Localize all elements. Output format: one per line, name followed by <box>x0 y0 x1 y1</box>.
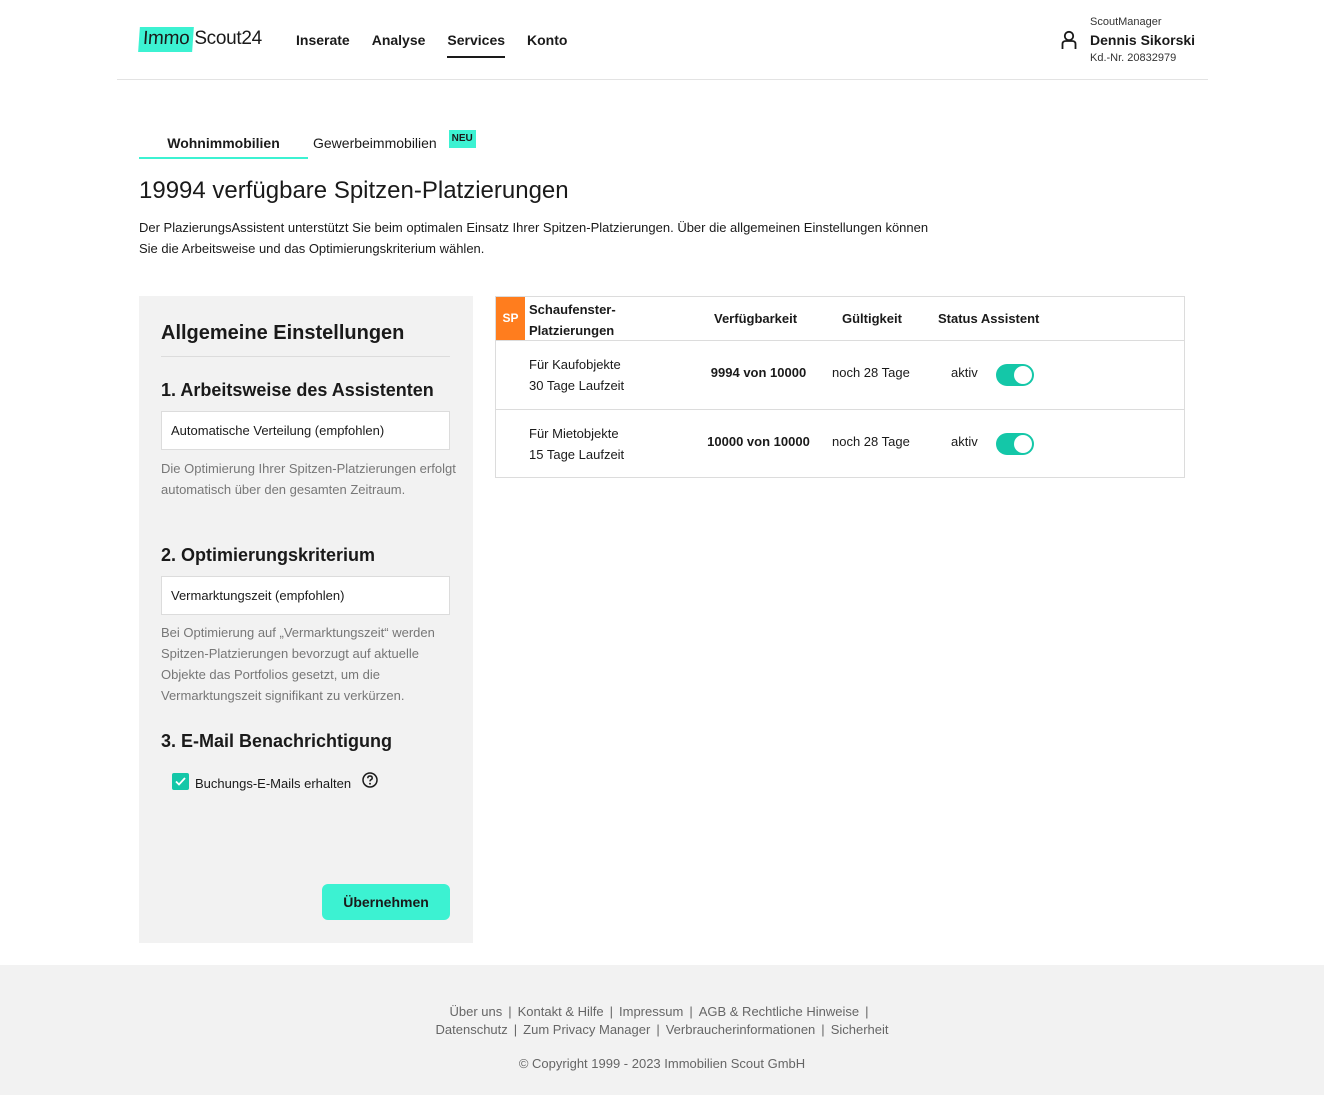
row-duration: 15 Tage Laufzeit <box>529 447 625 462</box>
row-status: aktiv <box>951 434 978 449</box>
logo-immo-text: Immo <box>138 27 194 52</box>
placements-table <box>495 296 1185 478</box>
new-badge: NEU <box>449 130 476 148</box>
user-role: ScoutManager <box>1090 16 1162 28</box>
immoscout24-logo[interactable] <box>139 26 262 52</box>
table-row <box>496 340 1184 409</box>
booking-emails-checkbox[interactable] <box>172 773 189 790</box>
footer-link-about[interactable]: Über uns <box>449 1004 503 1019</box>
footer-separator: | <box>508 1004 512 1019</box>
footer-link-privacy-manager[interactable]: Zum Privacy Manager <box>523 1022 651 1037</box>
section-title-mode: 1. Arbeitsweise des Assistenten <box>161 380 434 400</box>
column-header-availability: Verfügbarkeit <box>714 311 798 326</box>
column-header-status: Status Assistent <box>938 311 1040 326</box>
tab-gewerbeimmobilien[interactable] <box>313 127 477 159</box>
user-icon <box>1060 30 1078 50</box>
tab-gewerbeimmobilien-label: Gewerbeimmobilien <box>313 135 437 151</box>
toggle-knob <box>1014 366 1032 384</box>
criterion-select[interactable]: Vermarktungszeit (empfohlen) <box>161 576 450 615</box>
nav-item-konto[interactable]: Konto <box>527 32 568 48</box>
user-name: Dennis Sikorski <box>1090 32 1196 48</box>
customer-number: Kd.-Nr. 20832979 <box>1090 52 1177 64</box>
criterion-help-text: Bei Optimierung auf „Vermarktungszeit“ werden Spitzen-Platzierungen bevorzugt auf aktuelle Objekte das Portfolios gesetzt, um die Vermarktungszeit signifikant zu verkürzen. <box>161 625 435 703</box>
row-name <box>529 354 624 396</box>
logo-scout-text: Scout24 <box>194 28 262 49</box>
footer-link-security[interactable]: Sicherheit <box>830 1022 889 1037</box>
user-menu[interactable] <box>1060 14 1195 66</box>
row-availability: 10000 von 10000 <box>707 434 810 449</box>
apply-button[interactable]: Übernehmen <box>322 884 450 920</box>
row-type: Für Kaufobjekte <box>529 357 621 372</box>
email-checkbox-row <box>172 772 378 791</box>
footer-separator: | <box>865 1004 869 1019</box>
row-duration: 30 Tage Laufzeit <box>529 378 625 393</box>
column-header-name: Schaufenster-Platzierungen <box>529 302 616 338</box>
footer-line-1 <box>0 1003 1324 1021</box>
property-type-tabs <box>139 127 477 159</box>
footer-link-privacy[interactable]: Datenschutz <box>435 1022 508 1037</box>
mode-select[interactable]: Automatische Verteilung (empfohlen) <box>161 411 450 450</box>
row-validity: noch 28 Tage <box>832 434 910 449</box>
column-header-validity: Gültigkeit <box>842 311 902 326</box>
section-title-email: 3. E-Mail Benachrichtigung <box>161 731 393 751</box>
mode-help-text: Die Optimierung Ihrer Spitzen-Platzierungen erfolgt automatisch über den gesamten Zeitraum. <box>161 461 456 497</box>
main-nav <box>296 0 589 80</box>
booking-emails-label: Buchungs-E-Mails erhalten <box>195 776 352 791</box>
user-info <box>1090 14 1195 66</box>
copyright: © Copyright 1999 - 2023 Immobilien Scout GmbH <box>518 1056 806 1071</box>
table-row <box>496 409 1184 478</box>
assistant-toggle[interactable] <box>996 433 1034 455</box>
check-icon <box>175 777 186 786</box>
sp-badge: SP <box>496 297 525 340</box>
row-name <box>529 423 624 465</box>
nav-item-services[interactable]: Services <box>447 0 505 80</box>
site-footer <box>0 965 1324 1095</box>
footer-link-contact[interactable]: Kontakt & Hilfe <box>517 1004 604 1019</box>
site-header <box>117 0 1208 80</box>
row-status: aktiv <box>951 365 978 380</box>
toggle-knob <box>1014 435 1032 453</box>
intro-text: Der PlazierungsAssistent unterstützt Sie beim optimalen Einsatz Ihrer Spitzen-Platzierungen. Über die allgemeinen Einstellungen können Sie die Arbeitsweise und das Optimierungskriterium wählen. <box>139 220 929 256</box>
footer-link-terms[interactable]: AGB & Rechtliche Hinweise <box>698 1004 860 1019</box>
section-title-criterion: 2. Optimierungskriterium <box>161 545 376 565</box>
row-availability: 9994 von 10000 <box>710 365 807 380</box>
row-type: Für Mietobjekte <box>529 426 619 441</box>
tab-wohnimmobilien[interactable]: Wohnimmobilien <box>139 127 308 159</box>
settings-panel <box>139 296 473 943</box>
nav-item-inserate[interactable]: Inserate <box>296 32 350 48</box>
footer-link-consumer-info[interactable]: Verbraucherinformationen <box>665 1022 816 1037</box>
footer-separator: | <box>609 1004 614 1019</box>
footer-separator: | <box>821 1022 825 1037</box>
row-validity: noch 28 Tage <box>832 365 910 380</box>
footer-links <box>0 1003 1324 1039</box>
footer-separator: | <box>689 1004 693 1019</box>
settings-title: Allgemeine Einstellungen <box>161 322 450 357</box>
footer-separator: | <box>513 1022 518 1037</box>
footer-link-imprint[interactable]: Impressum <box>619 1004 684 1019</box>
footer-separator: | <box>656 1022 660 1037</box>
page-title: 19994 verfügbare Spitzen-Platzierungen <box>139 177 569 204</box>
nav-item-analyse[interactable]: Analyse <box>371 32 426 48</box>
footer-line-2 <box>0 1021 1324 1039</box>
question-circle-icon[interactable] <box>362 772 378 788</box>
assistant-toggle[interactable] <box>996 364 1034 386</box>
